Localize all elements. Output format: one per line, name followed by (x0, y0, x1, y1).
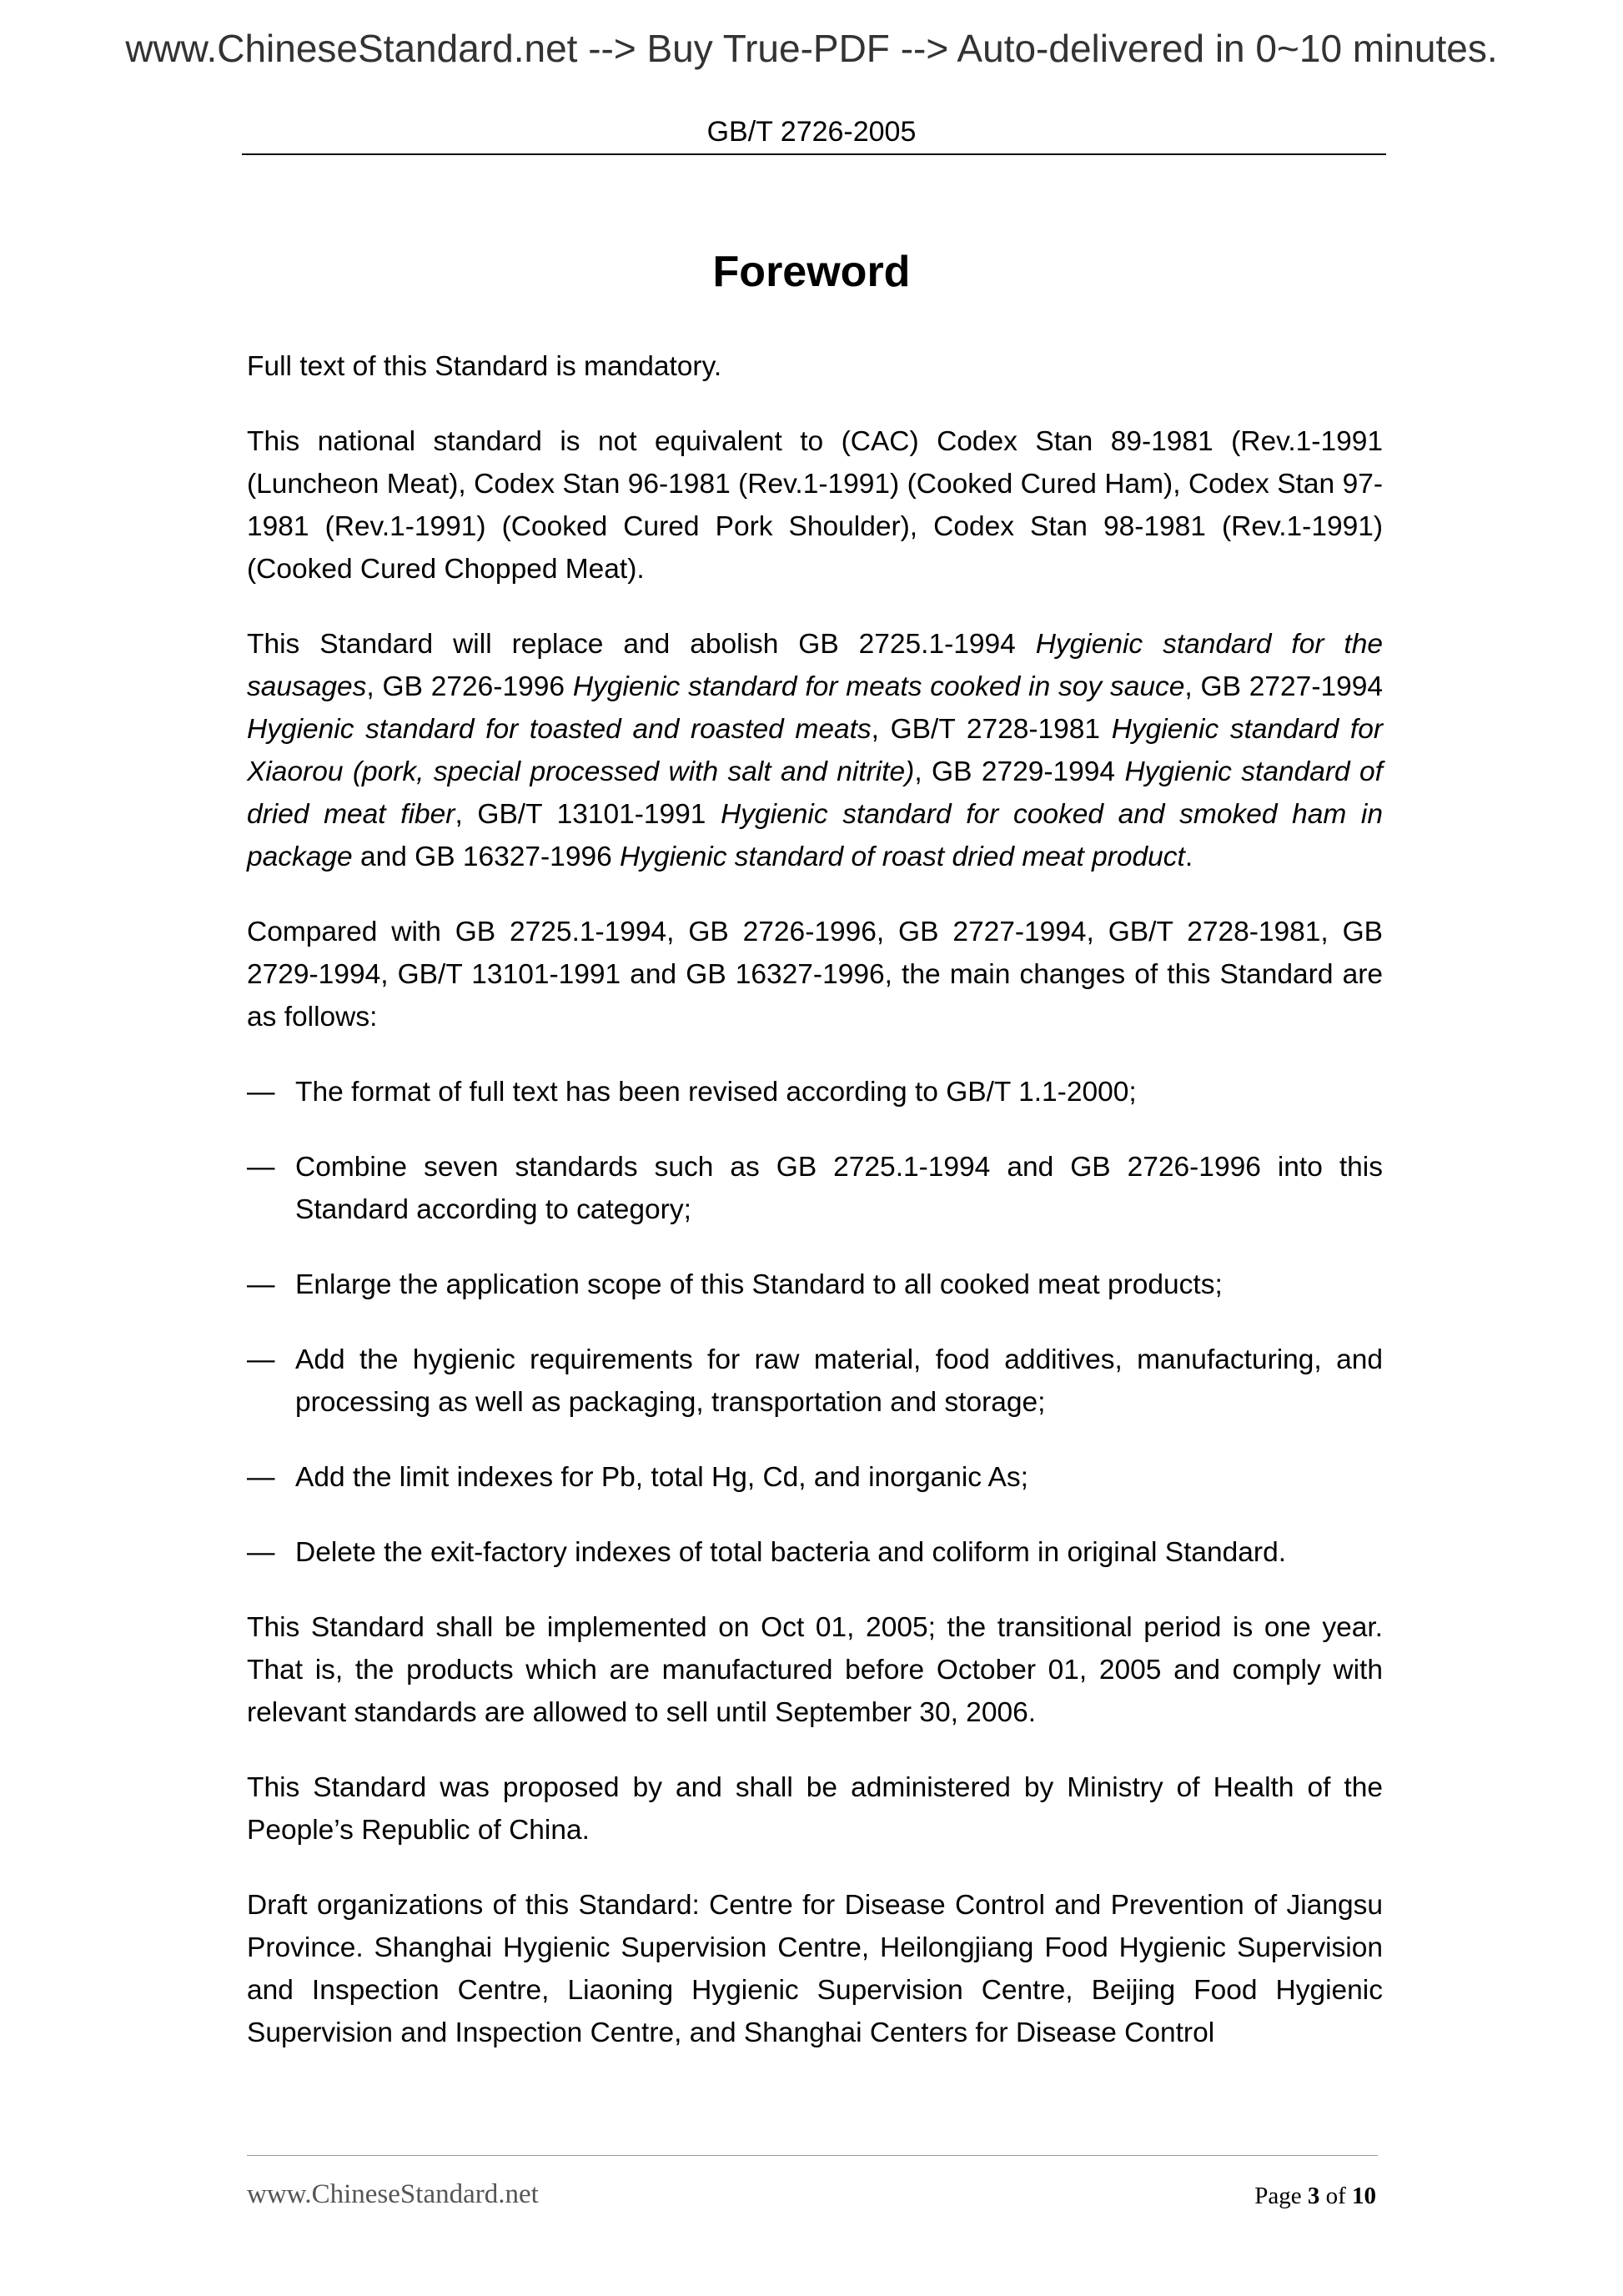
paragraph-proposer: This Standard was proposed by and shall be administered by Ministry of Health of the People’s Republic of China. (247, 1772, 1383, 1846)
standard-title: Hygienic standard for cooked and smoked ham in package (247, 799, 1384, 872)
standard-title: Hygienic standard of roast dried meat product (620, 842, 1185, 872)
text-run: , GB 2727-1994 (1184, 671, 1383, 702)
dash-marker: — (247, 1344, 275, 1375)
standard-title: Hygienic standard for Xiaorou (pork, special processed with salt and nitrite) (247, 714, 1383, 787)
text-run: , GB/T 2728-1981 (871, 714, 1112, 745)
text-run: , GB 2726-1996 (366, 671, 573, 702)
change-text: Combine seven standards such as GB 2725.1-1994 and GB 2726-1996 into this Standard according to category; (295, 1152, 1383, 1225)
page-prefix: Page (1254, 2183, 1308, 2209)
total-pages: 10 (1352, 2183, 1376, 2209)
text-run: . (1184, 842, 1193, 872)
page-of: of (1319, 2183, 1352, 2209)
page-title: Foreword (712, 248, 911, 296)
change-item (247, 1456, 1383, 1499)
footer-divider (247, 2155, 1378, 2156)
change-item (247, 1264, 1383, 1306)
change-text: Add the limit indexes for Pb, total Hg, Cd, and inorganic As; (295, 1462, 1028, 1493)
banner-link[interactable]: www.ChineseStandard.net --> Buy True-PDF --> Auto-delivered in 0~10 minutes. (125, 27, 1498, 70)
footer-site-link[interactable]: www.ChineseStandard.net (247, 2179, 539, 2209)
standard-title: Hygienic standard for meats cooked in soy sauce (572, 671, 1185, 702)
dash-marker: — (247, 1269, 275, 1300)
text-run: , GB/T 13101-1991 (455, 799, 721, 830)
change-text: Enlarge the application scope of this Standard to all cooked meat products; (295, 1269, 1223, 1300)
text-run: , GB 2729-1994 (914, 756, 1125, 787)
change-text: The format of full text has been revised according to GB/T 1.1-2000; (295, 1077, 1137, 1108)
dash-marker: — (247, 1462, 275, 1493)
current-page: 3 (1307, 2183, 1320, 2209)
dash-marker: — (247, 1077, 275, 1108)
paragraph-drafters: Draft organizations of this Standard: Centre for Disease Control and Prevention of Jiangsu Province. Shanghai Hygienic Supervision Centre, Heilongjiang Food Hygienic Supervision and Inspection Centre, Liaoning Hygienic Supervision Centre, Beijing Food Hygienic Supervision and Inspection Centre, and Shanghai Centers for Disease Control (247, 1890, 1383, 2048)
changes-list (247, 1071, 1383, 1574)
paragraph-replaced-standards (247, 623, 1383, 878)
change-text: Delete the exit-factory indexes of total bacteria and coliform in original Standard. (295, 1537, 1287, 1568)
standard-title: Hygienic standard of dried meat fiber (247, 756, 1383, 830)
standard-title: Hygienic standard for toasted and roasted meats (247, 714, 872, 745)
change-item (247, 1531, 1383, 1574)
paragraph-mandatory: Full text of this Standard is mandatory. (247, 351, 722, 382)
document-code: GB/T 2726-2005 (706, 116, 917, 148)
change-item (247, 1146, 1383, 1231)
standard-title: Hygienic standard for the sausages (247, 629, 1383, 702)
paragraph-equivalence: This national standard is not equivalent to (CAC) Codex Stan 89-1981 (Rev.1-1991 (Luncheon Meat), Codex Stan 96-1981 (Rev.1-1991) (Cooked Cured Ham), Codex Stan 97-1981 (Rev.1-1991) (Cooked Cured Pork Shoulder), Codex Stan 98-1981 (Rev.1-1991) (Cooked Cured Chopped Meat). (247, 426, 1383, 585)
text-run: and GB 16327-1996 (352, 842, 621, 872)
document-body (247, 345, 1383, 2087)
dash-marker: — (247, 1152, 275, 1183)
paragraph-comparison: Compared with GB 2725.1-1994, GB 2726-1996, GB 2727-1994, GB/T 2728-1981, GB 2729-1994, GB/T 13101-1991 and GB 16327-1996, the main changes of this Standard are as follows: (247, 917, 1383, 1032)
change-text: Add the hygienic requirements for raw material, food additives, manufacturing, and processing as well as packaging, transportation and storage; (295, 1344, 1383, 1418)
dash-marker: — (247, 1537, 275, 1568)
change-item (247, 1339, 1383, 1424)
header-divider (242, 153, 1386, 155)
paragraph-implementation: This Standard shall be implemented on Oct 01, 2005; the transitional period is one year. That is, the products which are manufactured before October 01, 2005 and comply with relevant standards are allowed to sell until September 30, 2006. (247, 1612, 1383, 1728)
change-item (247, 1071, 1383, 1113)
page-number (1254, 2180, 1376, 2212)
text-run: This Standard will replace and abolish GB 2725.1-1994 (247, 629, 1036, 660)
